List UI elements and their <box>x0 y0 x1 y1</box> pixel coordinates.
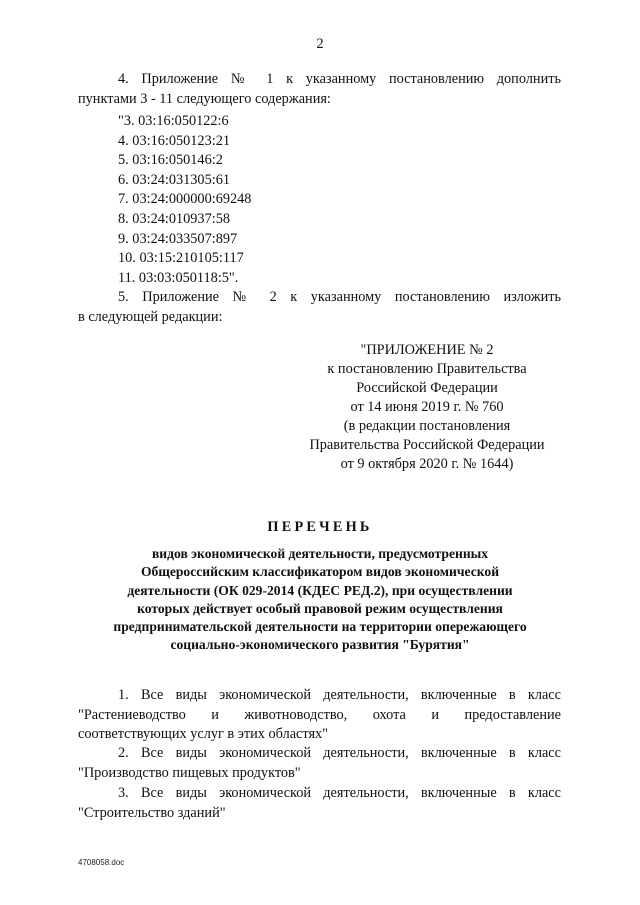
list-item: "3. 03:16:050122:6 <box>118 113 229 129</box>
list-item-1-line-2: "Растениеводство и животноводство, охота и предоставление <box>78 707 561 723</box>
item-4-line-2: пунктами 3 - 11 следующего содержания: <box>78 91 331 107</box>
subtitle-line: Общероссийским классификатором видов экономической <box>140 564 500 580</box>
list-item-2-line-2: "Производство пищевых продуктов" <box>78 765 301 781</box>
list-item: 9. 03:24:033507:897 <box>118 230 238 247</box>
list-item-2-line-1: 2. Все виды экономической деятельности, включенные в класс <box>118 745 561 761</box>
document-title: ПЕРЕЧЕНЬ <box>267 519 373 535</box>
appendix-line: от 14 июня 2019 г. № 760 <box>350 399 504 415</box>
appendix-line: (в редакции постановления <box>343 418 511 434</box>
list-item: 4. 03:16:050123:21 <box>118 132 230 149</box>
subtitle-line: социально-экономического развития "Бурятия" <box>170 637 470 653</box>
item-5-line-2: в следующей редакции: <box>78 309 223 325</box>
subtitle-line: деятельности (ОК 029-2014 (КДЕС РЕД.2), при осуществлении <box>127 582 513 598</box>
appendix-line: "ПРИЛОЖЕНИЕ № 2 <box>360 342 494 358</box>
cadastral-code-list <box>118 112 251 288</box>
appendix-header <box>292 341 562 474</box>
item-5-line-1: 5. Приложение № 2 к указанному постановлению изложить <box>118 289 561 305</box>
item-4-line-1: 4. Приложение № 1 к указанному постановлению дополнить <box>118 71 561 87</box>
appendix-line: к постановлению Правительства <box>327 361 527 377</box>
list-item-1-line-3: соответствующих услуг в этих областях" <box>78 726 329 742</box>
appendix-line: Правительства Российской Федерации <box>309 437 545 453</box>
list-item: 10. 03:15:210105:117 <box>118 250 244 267</box>
footer-filename: 4708058.doc <box>78 858 125 867</box>
list-item-3-line-1: 3. Все виды экономической деятельности, включенные в класс <box>118 785 561 801</box>
subtitle-line: видов экономической деятельности, предусмотренных <box>151 546 489 561</box>
list-item: 6. 03:24:031305:61 <box>118 171 230 188</box>
list-item: 8. 03:24:010937:58 <box>118 210 230 227</box>
list-item-3-line-2: "Строительство зданий" <box>78 805 226 821</box>
appendix-line: Российской Федерации <box>356 380 498 396</box>
appendix-line: от 9 октября 2020 г. № 1644) <box>340 456 514 472</box>
list-item-1-line-1: 1. Все виды экономической деятельности, включенные в класс <box>118 687 561 703</box>
document-subtitle <box>60 545 580 655</box>
page-number: 2 <box>316 36 324 52</box>
subtitle-line: предпринимательской деятельности на территории опережающего <box>113 619 527 635</box>
list-item: 5. 03:16:050146:2 <box>118 152 223 169</box>
subtitle-line: которых действует особый правовой режим осуществления <box>137 600 503 616</box>
list-item: 11. 03:03:050118:5". <box>118 269 239 286</box>
list-item: 7. 03:24:000000:69248 <box>118 191 252 208</box>
